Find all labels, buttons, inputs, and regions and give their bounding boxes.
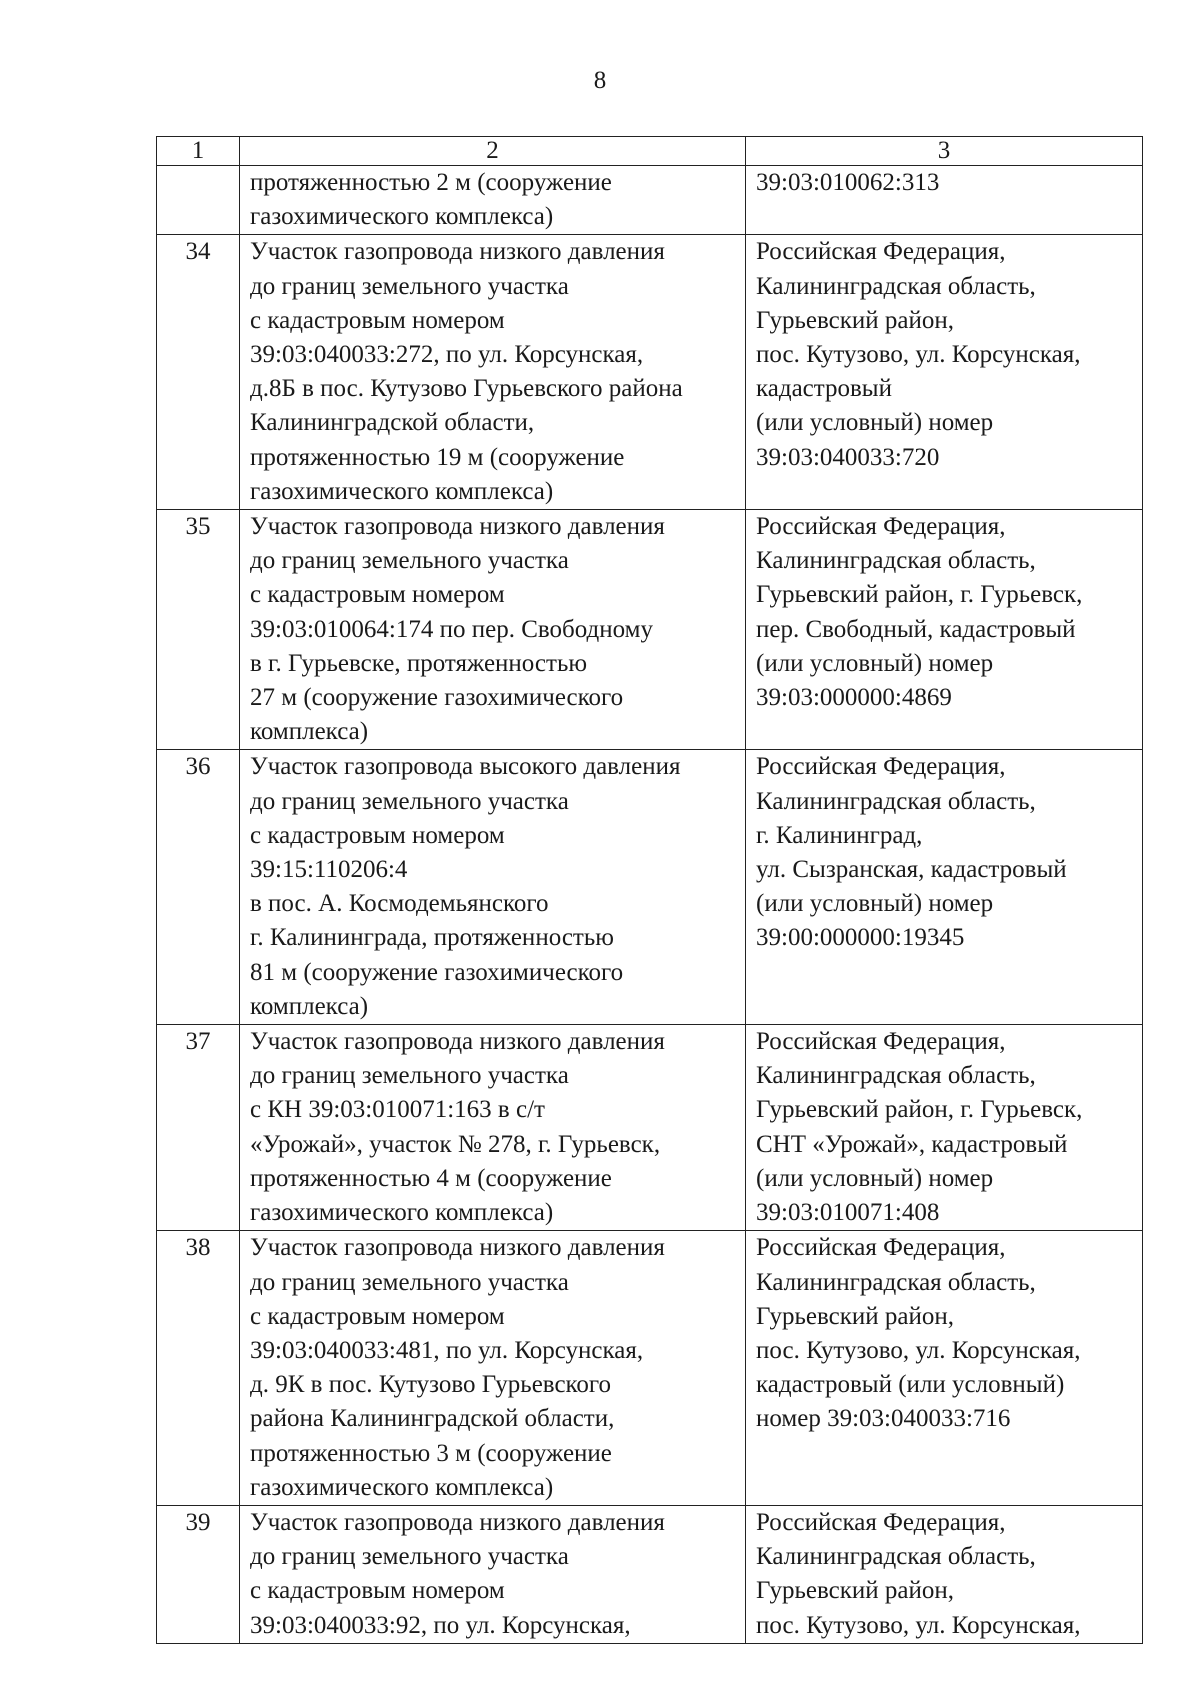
description-line: протяженностью 4 м (сооружение bbox=[250, 1164, 612, 1192]
description-line: Участок газопровода низкого давления bbox=[250, 1234, 665, 1262]
location-cell bbox=[746, 1231, 1143, 1506]
description-line: Калининградской области, bbox=[250, 409, 535, 437]
description-line: 39:03:010064:174 по пер. Свободному bbox=[250, 615, 653, 643]
row-number-cell bbox=[157, 166, 240, 235]
description-line: газохимического комплекса) bbox=[250, 203, 554, 231]
description-line: газохимического комплекса) bbox=[250, 1199, 554, 1227]
location-line: кадастровый bbox=[756, 375, 892, 403]
table-row bbox=[157, 1025, 1143, 1231]
description-line: 39:03:040033:481, по ул. Корсунская, bbox=[250, 1336, 644, 1364]
description-line: до границ земельного участка bbox=[250, 547, 569, 575]
location-cell bbox=[746, 235, 1143, 510]
table-row bbox=[157, 750, 1143, 1025]
description-line: 39:03:040033:272, по ул. Корсунская, bbox=[250, 341, 644, 369]
table-header-row bbox=[157, 137, 1143, 166]
table-row bbox=[157, 1505, 1143, 1643]
description-line: газохимического комплекса) bbox=[250, 477, 554, 505]
location-line: 39:03:040033:720 bbox=[756, 443, 940, 471]
location-cell bbox=[746, 166, 1143, 235]
location-line: 39:03:010062:313 bbox=[756, 169, 940, 196]
row-number-cell: 36 bbox=[157, 750, 240, 1025]
description-line: до границ земельного участка bbox=[250, 272, 569, 300]
description-line: 39:03:040033:92, по ул. Корсунская, bbox=[250, 1611, 631, 1639]
row-number-cell: 34 bbox=[157, 235, 240, 510]
location-line: Гурьевский район, bbox=[756, 1302, 955, 1330]
description-line: с кадастровым номером bbox=[250, 821, 505, 849]
location-line: кадастровый (или условный) bbox=[756, 1371, 1065, 1399]
description-line: 27 м (сооружение газохимического bbox=[250, 684, 624, 712]
location-cell bbox=[746, 1025, 1143, 1231]
description-line: района Калининградской области, bbox=[250, 1405, 615, 1433]
table-row bbox=[157, 510, 1143, 750]
location-line: г. Калининград, bbox=[756, 821, 923, 849]
header-col-2: 2 bbox=[240, 137, 746, 166]
object-description-cell bbox=[240, 235, 746, 510]
description-line: с кадастровым номером bbox=[250, 1302, 505, 1330]
location-line: Гурьевский район, г. Гурьевск, bbox=[756, 581, 1083, 609]
location-line: (или условный) номер bbox=[756, 1164, 994, 1192]
header-col-3: 3 bbox=[746, 137, 1143, 166]
object-description-cell bbox=[240, 1025, 746, 1231]
description-line: д.8Б в пос. Кутузово Гурьевского района bbox=[250, 375, 683, 403]
location-line: Российская Федерация, bbox=[756, 753, 1006, 781]
description-line: газохимического комплекса) bbox=[250, 1473, 554, 1501]
description-line: протяженностью 3 м (сооружение bbox=[250, 1439, 612, 1467]
location-line: пос. Кутузово, ул. Корсунская, bbox=[756, 341, 1081, 369]
location-line: Гурьевский район, г. Гурьевск, bbox=[756, 1096, 1083, 1124]
location-cell bbox=[746, 1505, 1143, 1643]
location-line: Калининградская область, bbox=[756, 1062, 1036, 1090]
location-line: Калининградская область, bbox=[756, 787, 1036, 815]
location-line: Российская Федерация, bbox=[756, 1234, 1006, 1262]
description-line: комплекса) bbox=[250, 718, 369, 746]
description-line: протяженностью 2 м (сооружение bbox=[250, 169, 612, 196]
description-line: в пос. А. Космодемьянского bbox=[250, 890, 549, 918]
row-number-cell: 38 bbox=[157, 1231, 240, 1506]
location-cell bbox=[746, 510, 1143, 750]
location-line: Калининградская область, bbox=[756, 272, 1036, 300]
description-line: до границ земельного участка bbox=[250, 787, 569, 815]
table-row bbox=[157, 235, 1143, 510]
location-line: Гурьевский район, bbox=[756, 306, 955, 334]
location-line: Российская Федерация, bbox=[756, 513, 1006, 541]
description-line: Участок газопровода низкого давления bbox=[250, 238, 665, 266]
location-line: ул. Сызранская, кадастровый bbox=[756, 856, 1067, 884]
row-number-cell: 35 bbox=[157, 510, 240, 750]
location-line: 39:03:000000:4869 bbox=[756, 684, 952, 712]
location-line: (или условный) номер bbox=[756, 409, 994, 437]
location-cell bbox=[746, 750, 1143, 1025]
object-description-cell bbox=[240, 1231, 746, 1506]
description-line: до границ земельного участка bbox=[250, 1062, 569, 1090]
page-number: 8 bbox=[593, 67, 607, 94]
location-line: Калининградская область, bbox=[756, 1543, 1036, 1571]
location-line: 39:00:000000:19345 bbox=[756, 924, 965, 952]
location-line: пер. Свободный, кадастровый bbox=[756, 615, 1076, 643]
location-line: Российская Федерация, bbox=[756, 238, 1006, 266]
object-description-cell bbox=[240, 510, 746, 750]
location-line: пос. Кутузово, ул. Корсунская, bbox=[756, 1611, 1081, 1639]
header-col-1: 1 bbox=[157, 137, 240, 166]
object-description-cell bbox=[240, 166, 746, 235]
location-line: СНТ «Урожай», кадастровый bbox=[756, 1130, 1068, 1158]
description-line: с кадастровым номером bbox=[250, 581, 505, 609]
description-line: с кадастровым номером bbox=[250, 306, 505, 334]
row-number-cell: 39 bbox=[157, 1505, 240, 1643]
description-line: Участок газопровода низкого давления bbox=[250, 1508, 665, 1536]
location-line: Калининградская область, bbox=[756, 1268, 1036, 1296]
property-table bbox=[156, 136, 1143, 1644]
location-line: 39:03:010071:408 bbox=[756, 1199, 940, 1227]
description-line: до границ земельного участка bbox=[250, 1268, 569, 1296]
description-line: комплекса) bbox=[250, 992, 369, 1020]
description-line: с кадастровым номером bbox=[250, 1577, 505, 1605]
description-line: в г. Гурьевске, протяженностью bbox=[250, 649, 588, 677]
table-row bbox=[157, 166, 1143, 235]
location-line: пос. Кутузово, ул. Корсунская, bbox=[756, 1336, 1081, 1364]
description-line: Участок газопровода высокого давления bbox=[250, 753, 681, 781]
location-line: Калининградская область, bbox=[756, 547, 1036, 575]
description-line: протяженностью 19 м (сооружение bbox=[250, 443, 625, 471]
description-line: г. Калининграда, протяженностью bbox=[250, 924, 614, 952]
location-line: Российская Федерация, bbox=[756, 1028, 1006, 1056]
object-description-cell bbox=[240, 1505, 746, 1643]
location-line: номер 39:03:040033:716 bbox=[756, 1405, 1011, 1433]
description-line: с КН 39:03:010071:163 в с/т bbox=[250, 1096, 545, 1124]
description-line: 81 м (сооружение газохимического bbox=[250, 958, 624, 986]
row-number-cell: 37 bbox=[157, 1025, 240, 1231]
description-line: до границ земельного участка bbox=[250, 1543, 569, 1571]
location-line: Гурьевский район, bbox=[756, 1577, 955, 1605]
location-line: Российская Федерация, bbox=[756, 1508, 1006, 1536]
location-line: (или условный) номер bbox=[756, 890, 994, 918]
description-line: д. 9К в пос. Кутузово Гурьевского bbox=[250, 1371, 612, 1399]
description-line: 39:15:110206:4 bbox=[250, 856, 408, 884]
description-line: «Урожай», участок № 278, г. Гурьевск, bbox=[250, 1130, 661, 1158]
location-line: (или условный) номер bbox=[756, 649, 994, 677]
description-line: Участок газопровода низкого давления bbox=[250, 513, 665, 541]
object-description-cell bbox=[240, 750, 746, 1025]
description-line: Участок газопровода низкого давления bbox=[250, 1028, 665, 1056]
table-row bbox=[157, 1231, 1143, 1506]
